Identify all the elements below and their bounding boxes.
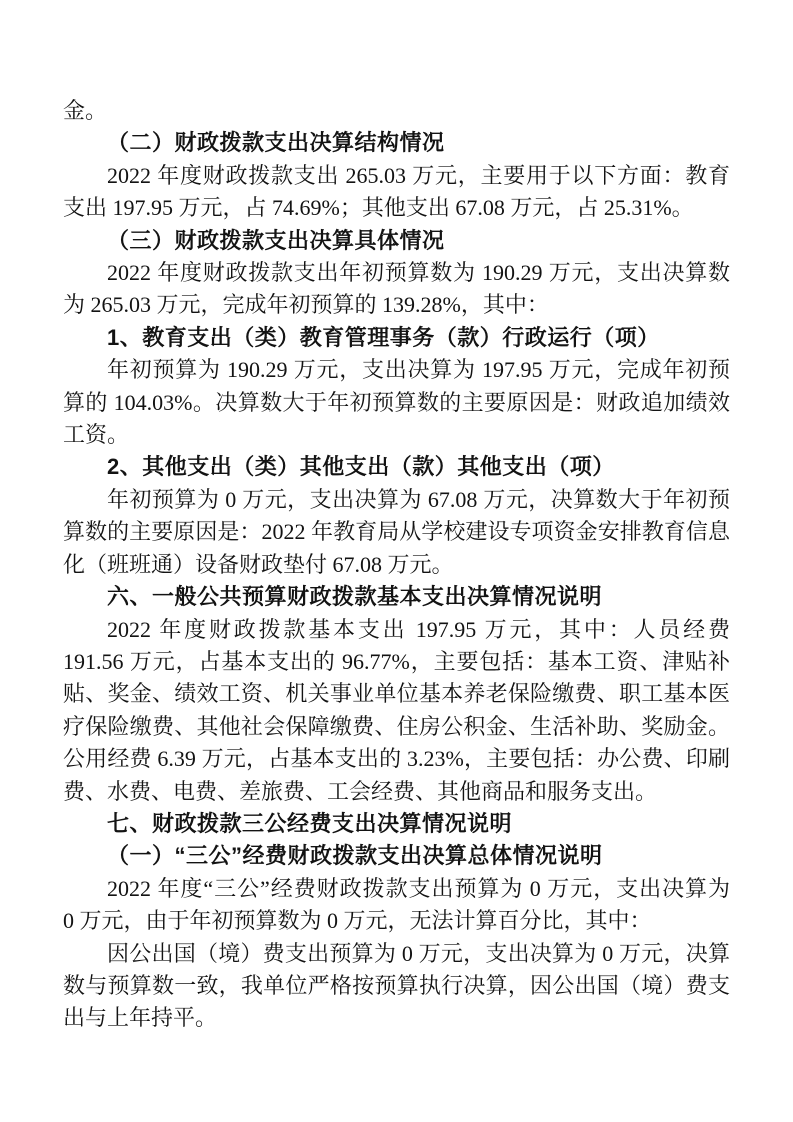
paragraph-continuation-line: 金。 xyxy=(63,98,108,123)
paragraph-line: 疗保险缴费、其他社会保障缴费、住房公积金、生活补助、奖励金。 xyxy=(63,713,730,739)
paragraph-line: 0 万元，由于年初预算数为 0 万元，无法计算百分比，其中： xyxy=(63,908,652,934)
section-heading: 2、其他支出（类）其他支出（款）其他支出（项） xyxy=(107,454,615,480)
paragraph-line: 年初预算为 0 万元，支出决算为 67.08 万元，决算数大于年初预 xyxy=(107,486,730,512)
paragraph-line: 191.56 万元，占基本支出的 96.77%，主要包括：基本工资、津贴补 xyxy=(63,648,730,674)
paragraph-line: 化（班班通）设备财政垫付 67.08 万元。 xyxy=(63,551,454,577)
paragraph-line: 2022 年度“三公”经费财政拨款支出预算为 0 万元，支出决算为 xyxy=(107,875,730,901)
section-heading: （二）财政拨款支出决算结构情况 xyxy=(107,130,445,156)
section-heading: 六、一般公共预算财政拨款基本支出决算情况说明 xyxy=(107,584,603,610)
paragraph-line: 费、水费、电费、差旅费、工会经费、其他商品和服务支出。 xyxy=(63,778,658,804)
paragraph-line: 算的 104.03%。决算数大于年初预算数的主要原因是：财政追加绩效 xyxy=(63,389,731,415)
paragraph-line: 算数的主要原因是：2022 年教育局从学校建设专项资金安排教育信息 xyxy=(63,519,730,545)
paragraph-line: 公用经费 6.39 万元，占基本支出的 3.23%，主要包括：办公费、印刷 xyxy=(63,746,730,772)
section-heading: 1、教育支出（类）教育管理事务（款）行政运行（项） xyxy=(107,324,660,350)
paragraph-line: 数与预算数一致，我单位严格按预算执行决算，因公出国（境）费支 xyxy=(63,972,730,998)
paragraph-line: 2022 年度财政拨款支出 265.03 万元，主要用于以下方面：教育 xyxy=(107,162,730,188)
paragraph-line: 因公出国（境）费支出预算为 0 万元，支出决算为 0 万元，决算 xyxy=(107,940,730,966)
section-heading: （三）财政拨款支出决算具体情况 xyxy=(107,227,445,253)
section-heading: 七、财政拨款三公经费支出决算情况说明 xyxy=(107,810,513,836)
paragraph-line: 贴、奖金、绩效工资、机关事业单位基本养老保险缴费、职工基本医 xyxy=(63,681,730,707)
paragraph-line: 为 265.03 万元，完成年初预算的 139.28%，其中： xyxy=(63,292,549,318)
paragraph-line: 2022 年度财政拨款支出年初预算数为 190.29 万元，支出决算数 xyxy=(107,260,730,286)
paragraph-line: 出与上年持平。 xyxy=(63,1005,218,1031)
paragraph-line: 工资。 xyxy=(63,422,130,448)
document-content xyxy=(63,95,730,1035)
section-heading: （一）“三公”经费财政拨款支出决算总体情况说明 xyxy=(107,843,603,869)
paragraph-line: 2022 年度财政拨款基本支出 197.95 万元，其中：人员经费 xyxy=(107,616,730,642)
paragraph-line: 支出 197.95 万元，占 74.69%；其他支出 67.08 万元，占 25.31%。 xyxy=(63,195,694,221)
paragraph-line: 年初预算为 190.29 万元，支出决算为 197.95 万元，完成年初预 xyxy=(107,357,730,383)
